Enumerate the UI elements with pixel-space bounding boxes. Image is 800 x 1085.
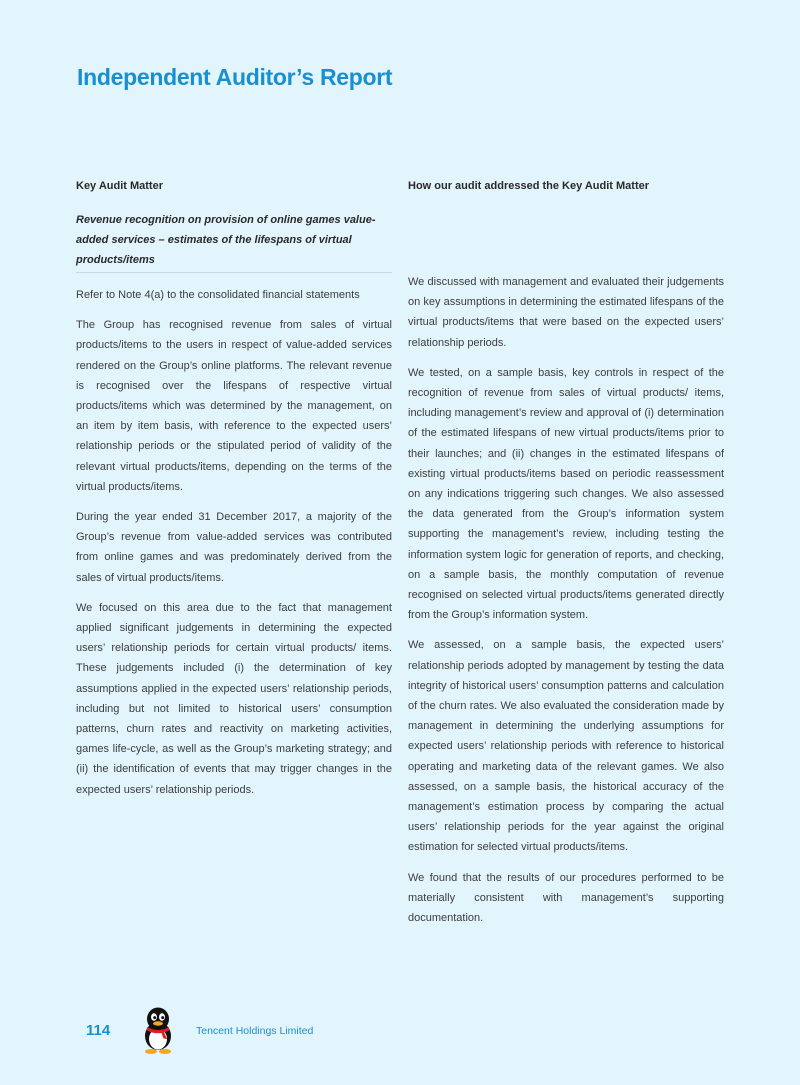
audit-matter-subheading: Revenue recognition on provision of online games value-added services – estimates of the lifespans of virtual products/items [76,210,392,273]
left-paragraph-1: Refer to Note 4(a) to the consolidated financial statements [76,289,360,301]
audit-response-column [408,178,724,938]
page-footer [0,1005,800,1065]
key-audit-matter-heading: Key Audit Matter [76,180,163,192]
left-paragraph-3: During the year ended 31 December 2017, a majority of the Group’s revenue from value-added services was contributed from online games and was predominately derived from the sales of virtual products/items. [76,511,392,584]
right-paragraph-3: We assessed, on a sample basis, the expected users’ relationship periods adopted by management by testing the data integrity of historical users’ consumption patterns and calculation of the churn rates. We also evaluated the consideration made by management in determining the underlying assumptions for expected users’ relationship periods with reference to historical operating and marketing data of the relevant games. We also assessed, on a sample basis, the historical accuracy of the management’s estimation process by comparing the actual users’ relationship periods for the year against the original estimation for selected virtual products/items. [408,639,724,854]
right-paragraph-2: We tested, on a sample basis, key controls in respect of the recognition of revenue from sales of virtual products/ items, including management’s review and approval of (i) determination of the estimated lifespans of new virtual products/items prior to their launches; and (ii) changes in the estimated lifespans of existing virtual products/items based on periodic reassessment on any indications triggering such changes. We also assessed the data generated from the Group’s information system supporting the management’s review, including testing the information system logic for generation of reports, and checking, on a sample basis, the monthly computation of revenue recognised on selected virtual products/items generated directly from the Group’s information system. [408,366,724,622]
left-paragraph-2: The Group has recognised revenue from sales of virtual products/items to the users in respect of value-added services rendered on the Group’s online platforms. The relevant revenue is recognised over the lifespans of respective virtual products/items which was determined by the management, on an item by item basis, with reference to the expected users’ relationship periods or the stipulated period of validity of the relevant virtual products/items, depending on the terms of the virtual products/items. [76,319,392,493]
key-audit-matter-column [76,178,392,810]
penguin-mascot-icon [138,1005,178,1055]
left-paragraph-4: We focused on this area due to the fact that management applied significant judgements in determining the expected users’ relationship periods for certain virtual products/ items. These judgements included (i) the determination of key assumptions applied in the expected users’ relationship periods, including but not limited to historical users’ consumption patterns, churn rates and reactivity on marketing activities, games life-cycle, as well as the Group’s marketing strategy; and (ii) the identification of events that may trigger changes in the expected users’ relationship periods. [76,601,392,796]
right-paragraph-4: We found that the results of our procedures performed to be materially consistent with management’s supporting documentation. [408,871,724,925]
page-title: Independent Auditor’s Report [77,64,393,90]
page-number: 114 [86,1022,111,1039]
audit-response-heading: How our audit addressed the Key Audit Matter [408,180,650,192]
company-name: Tencent Holdings Limited [196,1025,314,1037]
right-paragraph-1: We discussed with management and evaluated their judgements on key assumptions in determining the estimated lifespans of the virtual products/items that were based on the expected users’ relationship periods. [408,276,724,349]
